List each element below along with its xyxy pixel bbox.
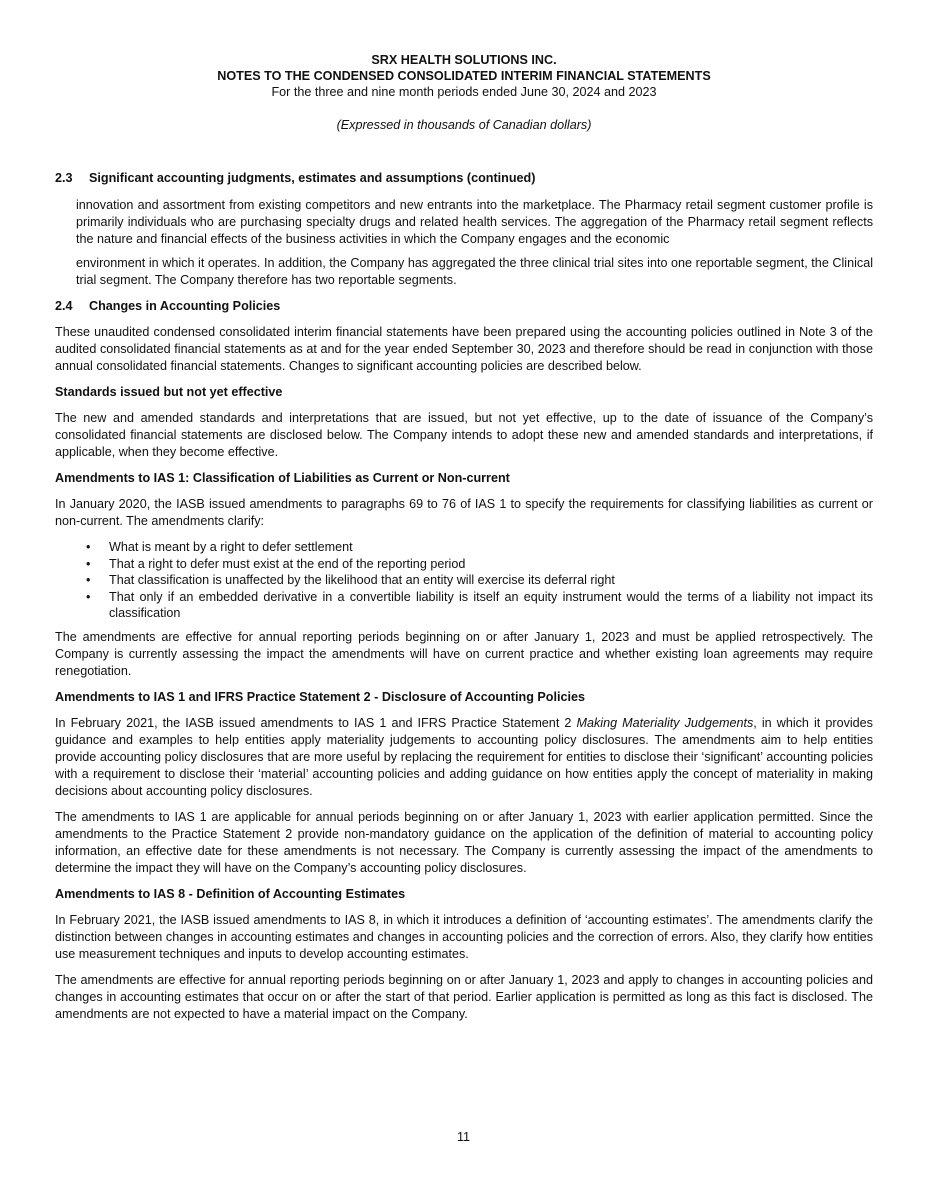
document-page: [55, 52, 873, 1023]
list-item-text: That classification is unaffected by the likelihood that an entity will exercise its deferral right: [109, 573, 615, 587]
ias1-heading: Amendments to IAS 1: Classification of Liabilities as Current or Non-current: [55, 471, 510, 485]
company-name: SRX HEALTH SOLUTIONS INC.: [371, 53, 557, 67]
paragraph-text: In February 2021, the IASB issued amendments to IAS 1 and IFRS Practice Statement 2: [55, 715, 577, 730]
list-item-text: What is meant by a right to defer settlement: [109, 540, 353, 554]
section-number: 2.4: [55, 299, 73, 313]
page-number: 11: [456, 1130, 471, 1144]
bullet-icon: •: [86, 573, 91, 587]
bullet-icon: •: [86, 556, 91, 571]
document-title: NOTES TO THE CONDENSED CONSOLIDATED INTERIM FINANCIAL STATEMENTS: [217, 69, 711, 83]
list-item: [55, 572, 873, 589]
standards-heading: Standards issued but not yet effective: [55, 385, 283, 399]
paragraph: environment in which it operates. In addition, the Company has aggregated the three clinical trial sites into one reportable segment, the Clinical trial segment. The Company therefore has two reportable segments.: [76, 256, 873, 287]
paragraph: The amendments are effective for annual reporting periods beginning on or after January 1, 2023 and must be applied retrospectively. The Company is currently assessing the impact the amendments will have on current practice and whether existing loan agreements may require renegotiation.: [55, 629, 873, 678]
paragraph-text: , in which it provides guidance and examples to help entities apply materiality judgements to accounting policy disclosures. The amendments aim to help entities provide accounting policy disclosures that are more useful by replacing the requirement for entities to disclose their ‘significant’ accounting policies with a requirement to disclose their ‘material’ accounting policies and adding guidance on how entities apply the concept of materiality in making decisions about accounting policy disclosures.: [55, 715, 873, 798]
paragraph: In January 2020, the IASB issued amendments to paragraphs 69 to 76 of IAS 1 to specify the requirements for classifying liabilities as current or non-current. The amendments clarify:: [55, 497, 873, 528]
list-item-text: That only if an embedded derivative in a convertible liability is itself an equity instrument would the terms of a liability not impact its classification: [109, 589, 873, 620]
paragraph: [55, 715, 873, 800]
paragraph: The amendments are effective for annual reporting periods beginning on or after January 1, 2023 and apply to changes in accounting policies and changes in accounting estimates that occur on or after the start of that period. Earlier application is permitted as long as this fact is disclosed. The amendments are not expected to have a material impact on the Company.: [55, 972, 873, 1021]
paragraph: In February 2021, the IASB issued amendments to IAS 8, in which it introduces a definition of ‘accounting estimates’. The amendments clarify the distinction between changes in accounting estimates and changes in accounting policies and the correction of errors. Also, they clarify how entities use measurement techniques and inputs to develop accounting estimates.: [55, 912, 873, 961]
bullet-list: [55, 539, 873, 622]
currency-note: (Expressed in thousands of Canadian dollars): [336, 118, 592, 132]
bullet-icon: •: [86, 589, 91, 604]
bullet-icon: •: [86, 540, 91, 554]
ias1-ps2-heading: Amendments to IAS 1 and IFRS Practice Statement 2 - Disclosure of Accounting Policies: [55, 689, 585, 704]
paragraph: These unaudited condensed consolidated interim financial statements have been prepared using the accounting policies outlined in Note 3 of the audited consolidated financial statements as at and for the year ended September 30, 2023 and therefore should be read in conjunction with those annual consolidated financial statements. Changes to significant accounting policies are described below.: [55, 325, 873, 373]
period-line: For the three and nine month periods ended June 30, 2024 and 2023: [271, 85, 657, 99]
section-number: 2.3: [55, 171, 73, 185]
list-item: [55, 589, 873, 622]
paragraph: The amendments to IAS 1 are applicable for annual periods beginning on or after January 1, 2023 with earlier application permitted. Since the amendments to the Practice Statement 2 provide non-mandatory guidance on the application of the definition of material to accounting policy information, an effective date for these amendments is not necessary. The Company is currently assessing the impact of the amendments to determine the impact they will have on the Company’s accounting policy disclosures.: [55, 809, 873, 875]
paragraph: The new and amended standards and interpretations that are issued, but not yet effective, up to the date of issuance of the Company’s consolidated financial statements are disclosed below. The Company intends to adopt these new and amended standards and interpretations, if applicable, when they become effective.: [55, 411, 873, 459]
ias8-heading: Amendments to IAS 8 - Definition of Accounting Estimates: [55, 886, 406, 901]
section-2-3-heading: [55, 170, 873, 187]
document-header: [55, 52, 873, 133]
paragraph: innovation and assortment from existing competitors and new entrants into the marketplace. The Pharmacy retail segment customer profile is primarily individuals who are purchasing specialty drugs and related health services. The aggregation of the Pharmacy retail segment reflects the nature and financial effects of the business activities in which the Company engages and the economic: [76, 198, 873, 246]
publication-title: Making Materiality Judgements: [576, 715, 754, 730]
section-title: Significant accounting judgments, estimates and assumptions (continued): [89, 171, 536, 185]
section-2-4-heading: [55, 298, 873, 315]
list-item-text: That a right to defer must exist at the end of the reporting period: [109, 556, 466, 571]
list-item: [55, 539, 873, 556]
section-title: Changes in Accounting Policies: [89, 299, 281, 313]
list-item: [55, 556, 873, 573]
